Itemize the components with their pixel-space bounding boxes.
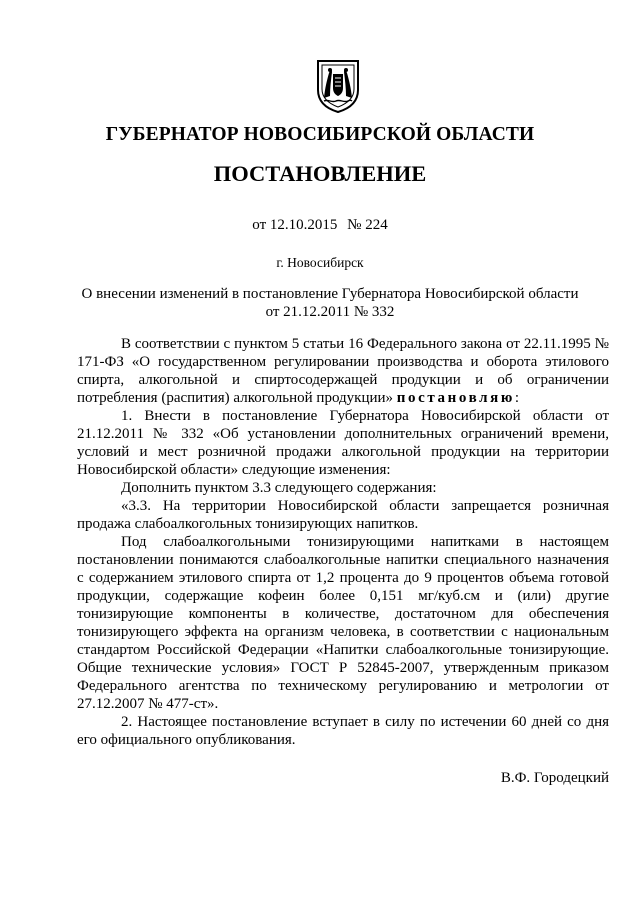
preamble-end: :	[514, 390, 520, 406]
subject-line-2: от 21.12.2011 № 332	[265, 304, 395, 320]
subject-line-1: О внесении изменений в постановление Губернатора Новосибирской области	[81, 286, 579, 302]
date-prefix: от	[252, 217, 267, 233]
document-subject	[40, 285, 620, 321]
resolve-word: постановляю	[396, 390, 515, 406]
paragraph-definition: Под слабоалкогольными тонизирующими напитками в настоящем постановлении понимаются слабоалкогольные напитки специального назначения с содержанием этилового спирта от 1,2 процента до 9 процентов объема готовой продукции, содержащие кофеин более 0,151 мг/куб.см и (или) другие тонизирующие компоненты в количестве, достаточном для обеспечения тонизирующего эффекта на организм человека, в соответствии с национальным стандартом Российской Федерации «Напитки слабоалкогольные тонизирующие. Общие технические условия» ГОСТ Р 52845-2007, утвержденным приказом Федерального агентства по техническому регулированию и метрологии от 27.12.2007 № 477-ст».	[77, 534, 609, 712]
preamble-text: В соответствии с пунктом 5 статьи 16 Федерального закона от 22.11.1995 № 171-ФЗ «О государственном регулировании производства и оборота этилового спирта, алкогольной и спиртосодержащей продукции и об ограничении потребления (распития) алкогольной продукции»	[77, 336, 609, 406]
document-body	[77, 335, 609, 749]
coat-of-arms-icon	[315, 58, 361, 114]
paragraph-2: 2. Настоящее постановление вступает в силу по истечении 60 дней со дня его официального опубликования.	[77, 714, 609, 748]
organization-title: ГУБЕРНАТОР НОВОСИБИРСКОЙ ОБЛАСТИ	[105, 124, 535, 145]
paragraph-clause-3-3: «3.3. На территории Новосибирской области запрещается розничная продажа слабоалкогольных тонизирующих напитков.	[77, 498, 609, 532]
paragraph-1: 1. Внести в постановление Губернатора Новосибирской области от 21.12.2011 № 332 «Об установлении дополнительных ограничений времени, условий и мест розничной продажи алкогольной продукции на территории Новосибирской области» следующие изменения:	[77, 408, 609, 478]
document-date: 12.10.2015	[269, 217, 338, 233]
paragraph-add-clause: Дополнить пунктом 3.3 следующего содержания:	[121, 480, 437, 496]
date-number-line	[0, 217, 640, 234]
document-type-title: ПОСТАНОВЛЕНИЕ	[213, 161, 427, 186]
paragraph-preamble	[77, 335, 609, 407]
signature: В.Ф. Городецкий	[500, 770, 609, 786]
document-number: № 224	[347, 217, 388, 233]
city-line: г. Новосибирск	[276, 255, 364, 270]
